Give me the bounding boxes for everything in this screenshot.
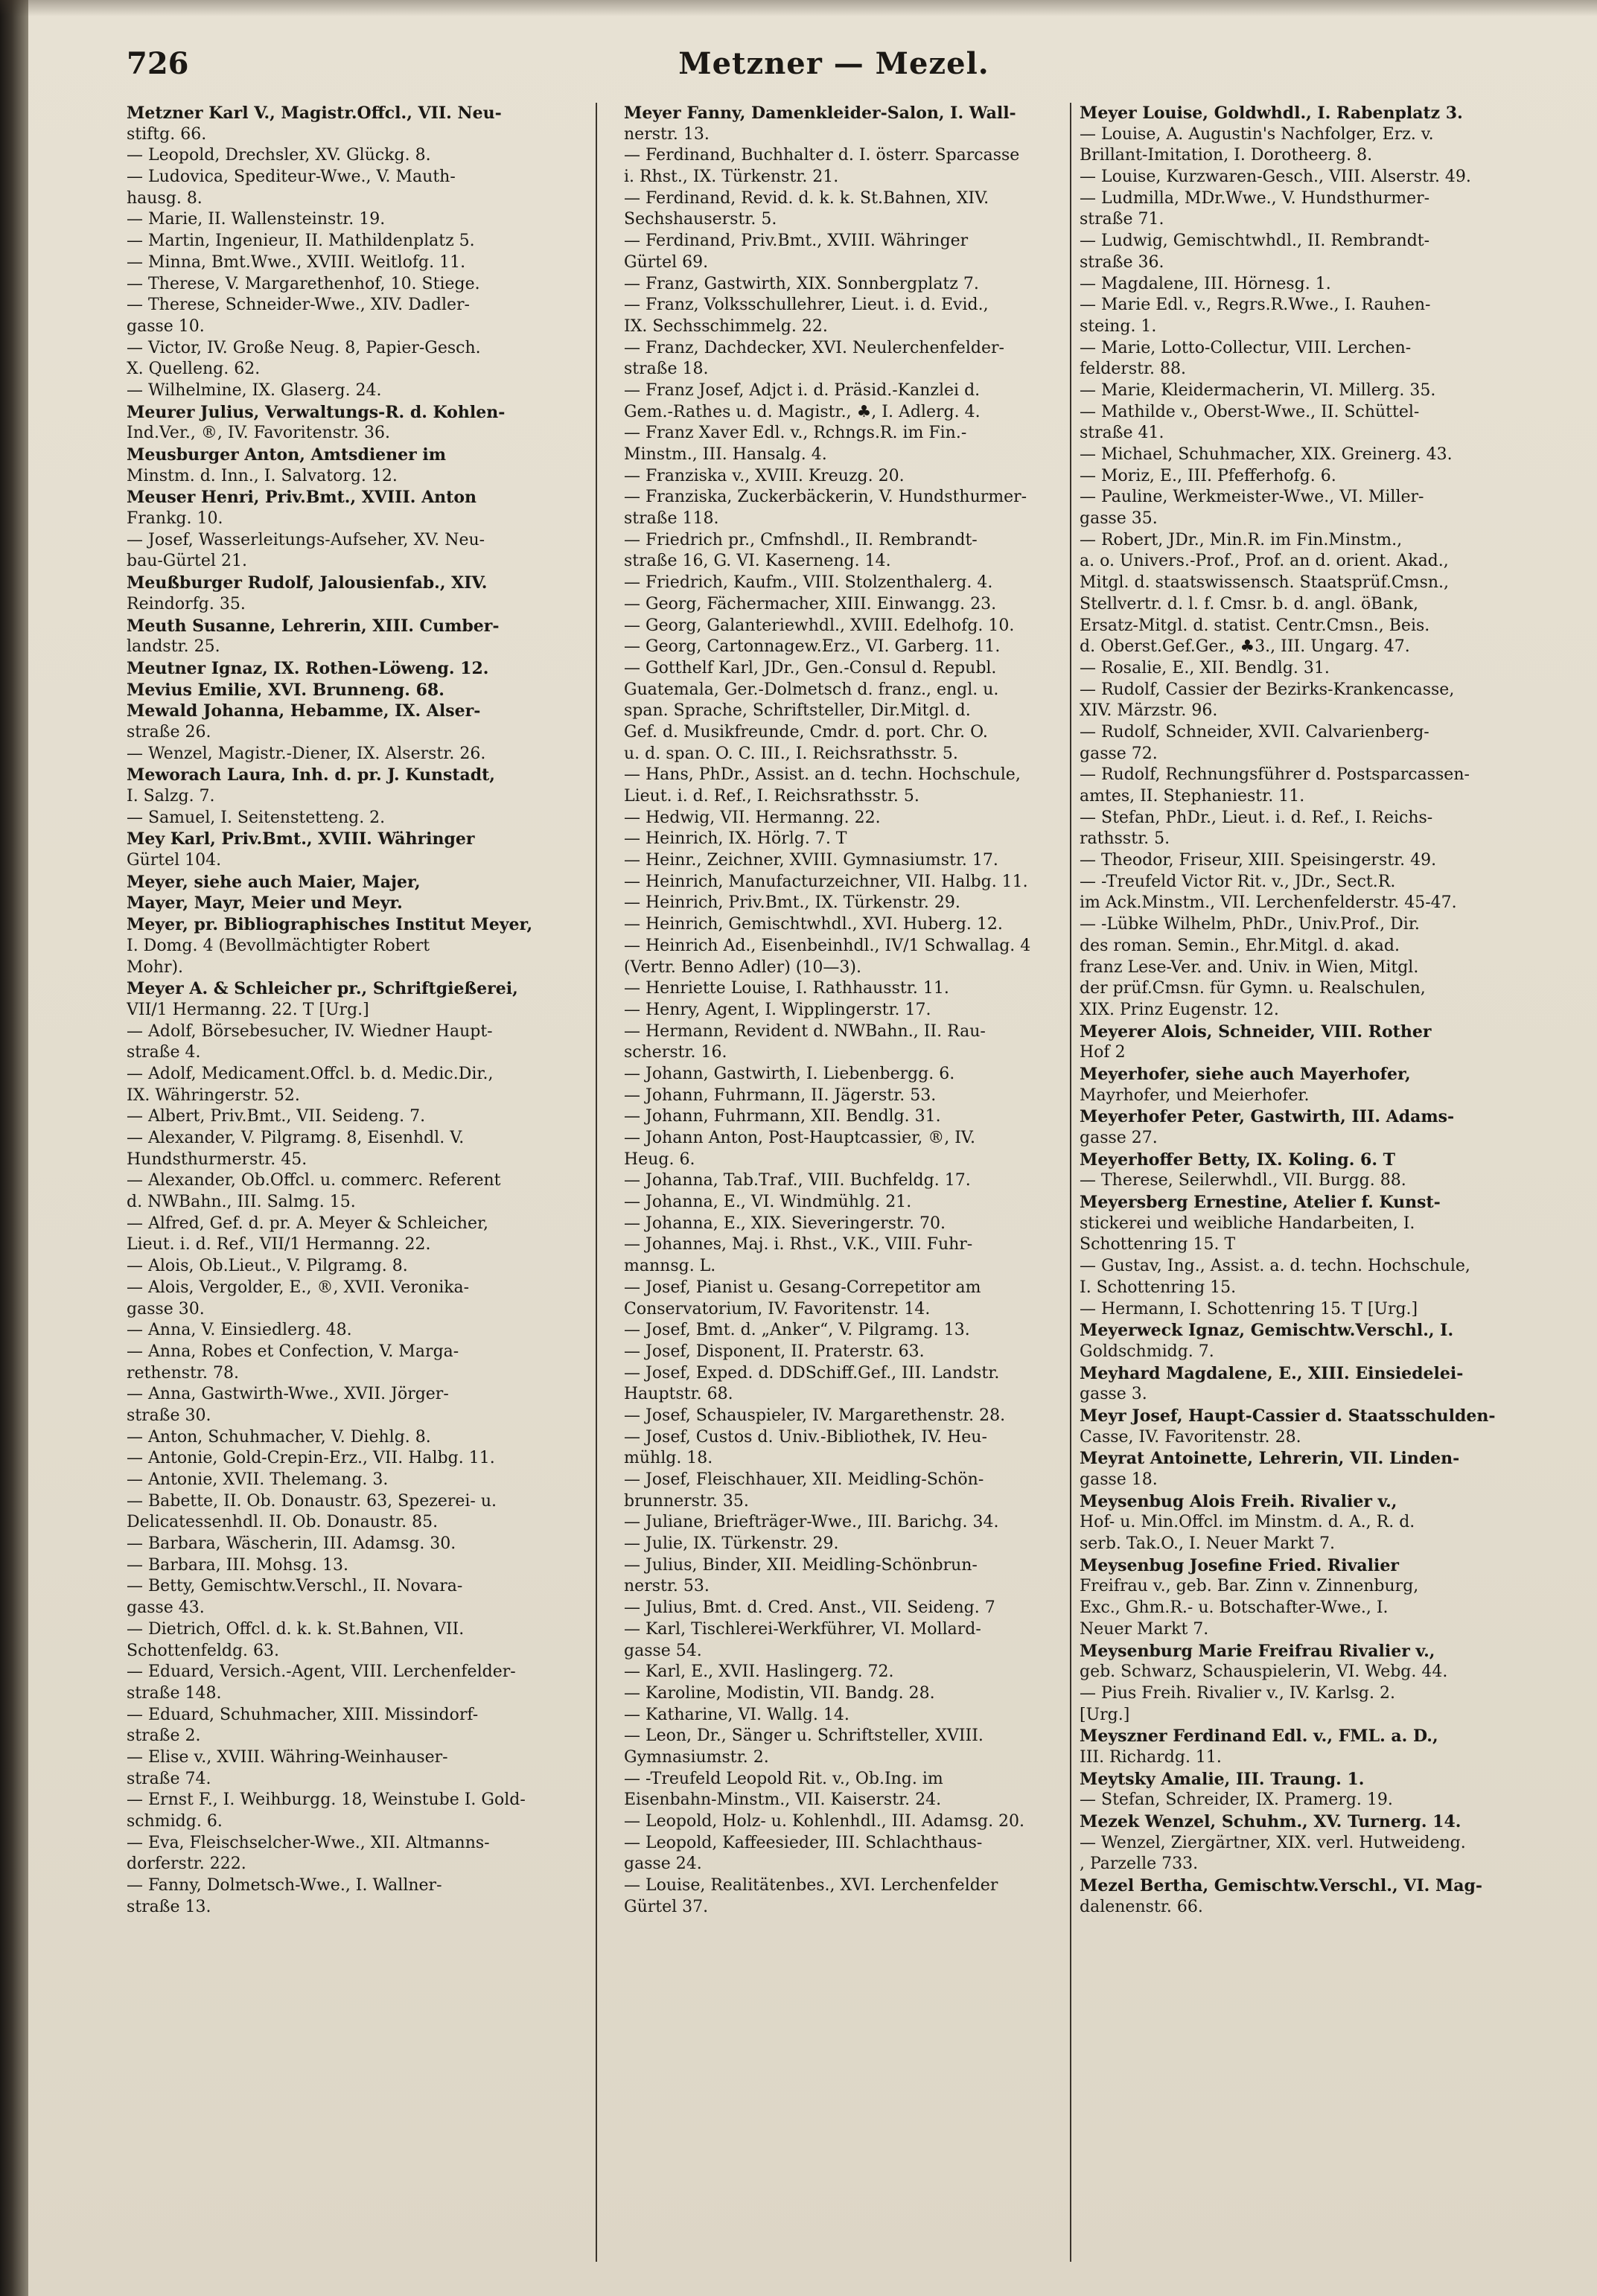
- entry-line: — Johannes, Maj. i. Rhst., V.K., VIII. Fuhr-: [624, 1235, 973, 1254]
- entry-line: — Martin, Ingenieur, II. Mathildenplatz 5.: [127, 232, 475, 251]
- entry-line: — Rosalie, E., XII. Bendlg. 31.: [1080, 658, 1330, 677]
- entry-heading-line: Mezek Wenzel, Schuhm., XV. Turnerg. 14.: [1080, 1812, 1461, 1831]
- entry-line: straße 16, G. VI. Kaserneng. 14.: [624, 552, 891, 571]
- column-right: [1080, 103, 1549, 2269]
- entry-line: scherstr. 16.: [624, 1043, 727, 1062]
- entry-line: — Hermann, Revident d. NWBahn., II. Rau-: [624, 1021, 986, 1041]
- entry-line: Gürtel 37.: [624, 1897, 709, 1916]
- entry-line: — -Treufeld Victor Rit. v., JDr., Sect.R.: [1080, 872, 1396, 891]
- entry-heading-line: Meusburger Anton, Amtsdiener im: [127, 445, 447, 465]
- entry-line: — Hans, PhDr., Assist. an d. techn. Hochschule,: [624, 765, 1021, 785]
- entry-line: — Pius Freih. Rivalier v., IV. Karlsg. 2.: [1080, 1683, 1395, 1703]
- entry-line: XIX. Prinz Eugenstr. 12.: [1080, 1000, 1279, 1019]
- entry-line: Schottenfeldg. 63.: [127, 1641, 280, 1660]
- entry-line: — Mathilde v., Oberst-Wwe., II. Schüttel-: [1080, 402, 1420, 421]
- entry-line: — Franz, Volksschullehrer, Lieut. i. d. Evid.,: [624, 296, 989, 315]
- entry-heading-line: Meysenbug Alois Freih. Rivalier v.,: [1080, 1491, 1397, 1511]
- entry-line: — Josef, Custos d. Univ.-Bibliothek, IV. Heu-: [624, 1427, 987, 1447]
- entry-line: hausg. 8.: [127, 188, 203, 208]
- entry-line: Lieut. i. d. Ref., I. Reichsrathsstr. 5.: [624, 787, 919, 806]
- entry-heading-line: Meyerweck Ignaz, Gemischtw.Verschl., I.: [1080, 1321, 1454, 1341]
- entry-heading-line: Meworach Laura, Inh. d. pr. J. Kunstadt,: [127, 765, 495, 785]
- entry-line: mühlg. 18.: [624, 1449, 713, 1468]
- entry-line: Freifrau v., geb. Bar. Zinn v. Zinnenburg,: [1080, 1577, 1419, 1596]
- entry-line: — Anton, Schuhmacher, V. Diehlg. 8.: [127, 1427, 431, 1447]
- entry-line: — Marie, II. Wallensteinstr. 19.: [127, 210, 386, 229]
- entry-line: — Louise, A. Augustin's Nachfolger, Erz. v.: [1080, 124, 1434, 144]
- entry-line: — Adolf, Medicament.Offcl. b. d. Medic.Dir.,: [127, 1064, 494, 1083]
- entry-line: VII/1 Hermanng. 22. T [Urg.]: [127, 1000, 369, 1019]
- entry-line: schmidg. 6.: [127, 1812, 223, 1831]
- entry-line: — Anna, Gastwirth-Wwe., XVII. Jörger-: [127, 1385, 449, 1404]
- entry-line: — Anna, V. Einsiedlerg. 48.: [127, 1321, 352, 1340]
- entry-heading-line: Meyr Josef, Haupt-Cassier d. Staatsschulden-: [1080, 1406, 1496, 1426]
- entry-line: landstr. 25.: [127, 637, 220, 657]
- entry-line: — Robert, JDr., Min.R. im Fin.Minstm.,: [1080, 530, 1403, 549]
- entry-line: — Henriette Louise, I. Rathhausstr. 11.: [624, 979, 949, 998]
- entry-line: — Elise v., XVIII. Währing-Weinhauser-: [127, 1747, 448, 1767]
- entry-line: Delicatessenhdl. II. Ob. Donaustr. 85.: [127, 1513, 439, 1532]
- entry-line: gasse 10.: [127, 316, 205, 336]
- entry-line: — Juliane, Briefträger-Wwe., III. Barichg. 34.: [624, 1513, 999, 1532]
- entry-line: — Hedwig, VII. Hermanng. 22.: [624, 808, 881, 827]
- entry-line: X. Quelleng. 62.: [127, 360, 261, 379]
- page-top-shadow: [0, 0, 1597, 16]
- entry-line: — Michael, Schuhmacher, XIX. Greinerg. 43.: [1080, 445, 1453, 464]
- entry-line: Reindorfg. 35.: [127, 594, 246, 613]
- entry-line: — Barbara, III. Mohsg. 13.: [127, 1555, 348, 1575]
- entry-line: gasse 30.: [127, 1299, 205, 1318]
- entry-line: — Franziska, Zuckerbäckerin, V. Hundsthurmer-: [624, 488, 1027, 507]
- entry-line: — Josef, Pianist u. Gesang-Correpetitor am: [624, 1278, 981, 1297]
- entry-line: — Samuel, I. Seitenstetteng. 2.: [127, 808, 386, 827]
- entry-heading-line: Meyerhoffer Betty, IX. Koling. 6. T: [1080, 1149, 1396, 1170]
- entry-heading-line: Meuser Henri, Priv.Bmt., XVIII. Anton: [127, 488, 476, 508]
- entry-line: straße 4.: [127, 1043, 201, 1062]
- entry-line: — Johann Anton, Post-Hauptcassier, ®, IV.: [624, 1129, 975, 1147]
- entry-line: — Ludwig, Gemischtwhdl., II. Rembrandt-: [1080, 232, 1430, 251]
- entry-line: straße 13.: [127, 1897, 211, 1916]
- entry-line: — Stefan, PhDr., Lieut. i. d. Ref., I. Reichs-: [1080, 808, 1433, 827]
- entry-line: straße 2.: [127, 1726, 201, 1746]
- entry-line: Hundsthurmerstr. 45.: [127, 1149, 307, 1169]
- entry-line: — Leon, Dr., Sänger u. Schriftsteller, XVIII.: [624, 1726, 984, 1746]
- page-header: [127, 46, 1541, 91]
- entry-line: dalenenstr. 66.: [1080, 1897, 1203, 1916]
- entry-line: rethenstr. 78.: [127, 1363, 239, 1383]
- entry-line: — Alfred, Gef. d. pr. A. Meyer & Schleicher,: [127, 1214, 489, 1233]
- entry-line: — Antonie, XVII. Thelemang. 3.: [127, 1470, 389, 1489]
- entry-line: gasse 27.: [1080, 1129, 1158, 1147]
- entry-line: — Josef, Bmt. d. „Anker“, V. Pilgramg. 13.: [624, 1321, 970, 1340]
- entry-line: — Stefan, Schreider, IX. Pramerg. 19.: [1080, 1790, 1393, 1810]
- entry-line: — Louise, Realitätenbes., XVI. Lerchenfelder: [624, 1876, 998, 1895]
- entry-line: straße 26.: [127, 722, 211, 742]
- entry-heading-line: Mezel Bertha, Gemischtw.Verschl., VI. Mag-: [1080, 1876, 1483, 1896]
- entry-line: — Marie Edl. v., Regrs.R.Wwe., I. Rauhen-: [1080, 296, 1431, 315]
- entry-line: — Therese, Schneider-Wwe., XIV. Dadler-: [127, 296, 470, 315]
- entry-line: Heug. 6.: [624, 1149, 695, 1169]
- entry-line: im Ack.Minstm., VII. Lerchenfelderstr. 45-47.: [1080, 893, 1457, 913]
- entry-line: — Moriz, E., III. Pfefferhofg. 6.: [1080, 466, 1336, 485]
- entry-heading-line: Meuth Susanne, Lehrerin, XIII. Cumber-: [127, 616, 500, 636]
- entry-line: Ersatz-Mitgl. d. statist. Centr.Cmsn., Beis.: [1080, 616, 1430, 635]
- entry-heading-line: Meyerhofer Peter, Gastwirth, III. Adams-: [1080, 1107, 1455, 1127]
- entry-line: — Julie, IX. Türkenstr. 29.: [624, 1534, 839, 1554]
- entry-heading-line: Meutner Ignaz, IX. Rothen-Löweng. 12.: [127, 658, 489, 678]
- entry-heading-line: Meurer Julius, Verwaltungs-R. d. Kohlen-: [127, 402, 506, 422]
- entry-line: Conservatorium, IV. Favoritenstr. 14.: [624, 1299, 931, 1318]
- entry-line: — Ferdinand, Revid. d. k. k. St.Bahnen, XIV.: [624, 188, 989, 208]
- entry-line: Neuer Markt 7.: [1080, 1619, 1209, 1639]
- entry-line: — Leopold, Kaffeesieder, III. Schlachthaus-: [624, 1833, 983, 1852]
- page-number: 726: [127, 46, 189, 81]
- entry-line: straße 18.: [624, 360, 709, 379]
- entry-line: straße 118.: [624, 509, 719, 529]
- entry-line: — Wenzel, Ziergärtner, XIX. verl. Hutweideng.: [1080, 1833, 1466, 1852]
- column-divider: [596, 103, 597, 2262]
- entry-line: — Victor, IV. Große Neug. 8, Papier-Gesch.: [127, 338, 481, 357]
- entry-line: gasse 72.: [1080, 744, 1158, 763]
- entry-line: Mayrhofer, und Meierhofer.: [1080, 1085, 1310, 1105]
- entry-heading-line: Metzner Karl V., Magistr.Offcl., VII. Neu-: [127, 103, 502, 123]
- entry-heading-line: Meyrat Antoinette, Lehrerin, VII. Linden-: [1080, 1449, 1460, 1469]
- entry-line: franz Lese-Ver. and. Univ. in Wien, Mitgl.: [1080, 957, 1419, 977]
- entry-line: — -Treufeld Leopold Rit. v., Ob.Ing. im: [624, 1769, 943, 1788]
- entry-line: — Julius, Binder, XII. Meidling-Schönbrun-: [624, 1555, 978, 1575]
- entry-line: — Ludmilla, MDr.Wwe., V. Hundsthurmer-: [1080, 188, 1430, 208]
- entry-line: — Heinrich, Manufacturzeichner, VII. Halbg. 11.: [624, 872, 1028, 891]
- entry-line: — Betty, Gemischtw.Verschl., II. Novara-: [127, 1577, 463, 1596]
- entry-line: straße 36.: [1080, 252, 1164, 272]
- entry-line: — Franz Xaver Edl. v., Rchngs.R. im Fin.-: [624, 424, 967, 443]
- entry-line: Guatemala, Ger.-Dolmetsch d. franz., engl. u.: [624, 680, 999, 699]
- entry-line: — Heinr., Zeichner, XVIII. Gymnasiumstr. 17.: [624, 851, 998, 870]
- entry-line: straße 148.: [127, 1683, 222, 1703]
- entry-line: gasse 54.: [624, 1641, 702, 1660]
- entry-line: — Theodor, Friseur, XIII. Speisingerstr. 49.: [1080, 851, 1437, 870]
- entry-line: — Julius, Bmt. d. Cred. Anst., VII. Seideng. 7: [624, 1598, 995, 1618]
- entry-heading-line: Meysenbug Josefine Fried. Rivalier: [1080, 1555, 1399, 1575]
- entry-line: — Leopold, Holz- u. Kohlenhdl., III. Adamsg. 20.: [624, 1812, 1025, 1831]
- entry-line: XIV. Märzstr. 96.: [1080, 701, 1218, 721]
- entry-line: (Vertr. Benno Adler) (10—3).: [624, 957, 861, 977]
- entry-line: felderstr. 88.: [1080, 360, 1187, 379]
- entry-line: — Josef, Schauspieler, IV. Margarethenstr. 28.: [624, 1406, 1006, 1425]
- entry-line: Schottenring 15. T: [1080, 1235, 1236, 1254]
- entry-line: — Henry, Agent, I. Wipplingerstr. 17.: [624, 1000, 931, 1019]
- entry-line: nerstr. 53.: [624, 1577, 710, 1596]
- entry-heading-line: Mewald Johanna, Hebamme, IX. Alser-: [127, 701, 481, 721]
- entry-line: — Babette, II. Ob. Donaustr. 63, Spezerei- u.: [127, 1491, 497, 1511]
- entry-line: — Alois, Vergolder, E., ®, XVII. Veronika-: [127, 1278, 470, 1297]
- entry-heading-line: Mey Karl, Priv.Bmt., XVIII. Währinger: [127, 829, 475, 849]
- entry-line: — Alexander, Ob.Offcl. u. commerc. Referent: [127, 1171, 501, 1190]
- entry-line: — Josef, Exped. d. DDSchiff.Gef., III. Landstr.: [624, 1363, 1000, 1383]
- entry-line: — Gotthelf Karl, JDr., Gen.-Consul d. Republ.: [624, 658, 997, 677]
- entry-line: — Josef, Fleischhauer, XII. Meidling-Schön-: [624, 1470, 984, 1489]
- entry-line: IX. Sechsschimmelg. 22.: [624, 316, 828, 336]
- entry-line: steing. 1.: [1080, 316, 1157, 336]
- entry-line: — Marie, Lotto-Collectur, VIII. Lerchen-: [1080, 338, 1412, 357]
- entry-line: straße 71.: [1080, 210, 1164, 229]
- entry-line: — Friedrich, Kaufm., VIII. Stolzenthalerg. 4.: [624, 573, 993, 593]
- entry-line: — Johanna, E., XIX. Sieveringerstr. 70.: [624, 1214, 946, 1233]
- entry-line: — Heinrich, Priv.Bmt., IX. Türkenstr. 29.: [624, 893, 960, 913]
- entry-line: — Wenzel, Magistr.-Diener, IX. Alserstr. 26.: [127, 744, 486, 763]
- entry-heading-line: Meyer Louise, Goldwhdl., I. Rabenplatz 3.: [1080, 103, 1463, 123]
- entry-line: gasse 43.: [127, 1598, 205, 1618]
- entry-line: — Franziska v., XVIII. Kreuzg. 20.: [624, 466, 905, 485]
- entry-line: Gürtel 104.: [127, 851, 222, 870]
- entry-heading-line: Meytsky Amalie, III. Traung. 1.: [1080, 1769, 1365, 1789]
- entry-heading-line: Meyerhofer, siehe auch Mayerhofer,: [1080, 1064, 1411, 1084]
- entry-line: der prüf.Cmsn. für Gymn. u. Realschulen,: [1080, 979, 1426, 998]
- entry-line: straße 74.: [127, 1769, 211, 1788]
- entry-heading-line: Meysenburg Marie Freifrau Rivalier v.,: [1080, 1641, 1435, 1661]
- entry-line: — Franz, Gastwirth, XIX. Sonnbergplatz 7.: [624, 274, 979, 293]
- entry-line: — Johann, Gastwirth, I. Liebenbergg. 6.: [624, 1064, 955, 1083]
- entry-line: nerstr. 13.: [624, 124, 710, 144]
- entry-line: — Heinrich, IX. Hörlg. 7. T: [624, 829, 847, 849]
- entry-line: — Wilhelmine, IX. Glaserg. 24.: [127, 380, 382, 400]
- entry-line: Hof- u. Min.Offcl. im Minstm. d. A., R. d.: [1080, 1513, 1415, 1532]
- entry-line: — Eduard, Versich.-Agent, VIII. Lerchenfelder-: [127, 1662, 516, 1682]
- entry-line: Goldschmidg. 7.: [1080, 1342, 1214, 1361]
- entry-line: — Leopold, Drechsler, XV. Glückg. 8.: [127, 146, 431, 165]
- entry-line: — Ernst F., I. Weihburgg. 18, Weinstube I. Gold-: [127, 1790, 526, 1810]
- entry-line: i. Rhst., IX. Türkenstr. 21.: [624, 168, 839, 187]
- entry-line: — Rudolf, Schneider, XVII. Calvarienberg-: [1080, 722, 1429, 742]
- entry-line: gasse 3.: [1080, 1385, 1147, 1404]
- entry-line: Sechshauserstr. 5.: [624, 210, 777, 229]
- book-gutter-edge: [0, 0, 28, 2296]
- entry-line: d. Oberst.Gef.Ger., ♣3., III. Ungarg. 47.: [1080, 637, 1410, 657]
- entry-line: amtes, II. Stephaniestr. 11.: [1080, 787, 1305, 806]
- entry-heading-line: Mevius Emilie, XVI. Brunneng. 68.: [127, 680, 444, 700]
- entry-heading-line: Mayer, Mayr, Meier und Meyr.: [127, 893, 403, 913]
- column-left: [127, 103, 585, 2269]
- entry-line: stickerei und weibliche Handarbeiten, I.: [1080, 1214, 1415, 1233]
- entry-line: Hof 2: [1080, 1043, 1126, 1062]
- entry-line: — Ludovica, Spediteur-Wwe., V. Mauth-: [127, 168, 456, 187]
- entry-line: — Gustav, Ing., Assist. a. d. techn. Hochschule,: [1080, 1257, 1470, 1276]
- entry-line: — Heinrich, Gemischtwhdl., XVI. Huberg. 12.: [624, 915, 1003, 934]
- entry-line: — Albert, Priv.Bmt., VII. Seideng. 7.: [127, 1107, 426, 1126]
- entry-line: Gef. d. Musikfreunde, Cmdr. d. port. Chr. O.: [624, 722, 988, 742]
- entry-line: — Magdalene, III. Hörnesg. 1.: [1080, 274, 1331, 293]
- entry-line: span. Sprache, Schriftsteller, Dir.Mitgl. d.: [624, 701, 971, 721]
- entry-heading-line: Meyhard Magdalene, E., XIII. Einsiedelei-: [1080, 1363, 1464, 1383]
- running-head: Metzner — Mezel.: [678, 46, 989, 81]
- entry-line: — Georg, Fächermacher, XIII. Einwangg. 23.: [624, 594, 997, 613]
- entry-line: serb. Tak.O., I. Neuer Markt 7.: [1080, 1534, 1335, 1554]
- entry-line: — Johanna, E., VI. Windmühlg. 21.: [624, 1193, 912, 1212]
- entry-line: Frankg. 10.: [127, 509, 223, 529]
- entry-line: I. Domg. 4 (Bevollmächtigter Robert: [127, 936, 430, 955]
- entry-line: — Friedrich pr., Cmfnshdl., II. Rembrandt-: [624, 530, 978, 549]
- entry-line: — Pauline, Werkmeister-Wwe., VI. Miller-: [1080, 488, 1424, 507]
- entry-line: Minstm. d. Inn., I. Salvatorg. 12.: [127, 466, 398, 485]
- entry-line: — Eva, Fleischselcher-Wwe., XII. Altmanns-: [127, 1833, 490, 1852]
- entry-line: — Antonie, Gold-Crepin-Erz., VII. Halbg. 11.: [127, 1449, 495, 1468]
- entry-line: des roman. Semin., Ehr.Mitgl. d. akad.: [1080, 936, 1400, 955]
- entry-line: — Alexander, V. Pilgramg. 8, Eisenhdl. V.: [127, 1129, 465, 1147]
- entry-line: Minstm., III. Hansalg. 4.: [624, 445, 827, 464]
- entry-line: — Adolf, Börsebesucher, IV. Wiedner Haupt-: [127, 1021, 493, 1041]
- entry-line: — Therese, V. Margarethenhof, 10. Stiege.: [127, 274, 480, 293]
- entry-line: — Franz, Dachdecker, XVI. Neulerchenfelder-: [624, 338, 1004, 357]
- entry-line: gasse 18.: [1080, 1470, 1158, 1489]
- entry-heading-line: Meußburger Rudolf, Jalousienfab., XIV.: [127, 573, 488, 593]
- entry-line: III. Richardg. 11.: [1080, 1747, 1222, 1767]
- entry-line: Gürtel 69.: [624, 252, 709, 272]
- entry-line: — Katharine, VI. Wallg. 14.: [624, 1705, 849, 1724]
- entry-line: — Louise, Kurzwaren-Gesch., VIII. Alserstr. 49.: [1080, 168, 1471, 187]
- entry-heading-line: Meyszner Ferdinand Edl. v., FML. a. D.,: [1080, 1726, 1438, 1747]
- entry-heading-line: Meyerer Alois, Schneider, VIII. Rother: [1080, 1021, 1432, 1042]
- entry-line: Gem.-Rathes u. d. Magistr., ♣, I. Adlerg. 4.: [624, 402, 981, 421]
- entry-line: — -Lübke Wilhelm, PhDr., Univ.Prof., Dir.: [1080, 915, 1420, 934]
- entry-line: Lieut. i. d. Ref., VII/1 Hermanng. 22.: [127, 1235, 431, 1254]
- entry-line: — Josef, Disponent, II. Praterstr. 63.: [624, 1342, 925, 1361]
- column-middle: [624, 103, 1083, 2269]
- entry-line: — Marie, Kleidermacherin, VI. Millerg. 35.: [1080, 380, 1436, 400]
- entry-heading-line: Meyer Fanny, Damenkleider-Salon, I. Wall-: [624, 103, 1016, 123]
- entry-line: — Eduard, Schuhmacher, XIII. Missindorf-: [127, 1705, 479, 1724]
- entry-line: gasse 35.: [1080, 509, 1158, 529]
- entry-line: , Parzelle 733.: [1080, 1855, 1199, 1874]
- entry-line: Eisenbahn-Minstm., VII. Kaiserstr. 24.: [624, 1790, 942, 1810]
- entry-heading-line: Meyersberg Ernestine, Atelier f. Kunst-: [1080, 1193, 1441, 1213]
- entry-line: — Ferdinand, Priv.Bmt., XVIII. Währinger: [624, 232, 969, 251]
- entry-line: bau-Gürtel 21.: [127, 552, 247, 571]
- entry-line: Mohr).: [127, 957, 184, 977]
- entry-line: — Karoline, Modistin, VII. Bandg. 28.: [624, 1683, 935, 1703]
- entry-line: a. o. Univers.-Prof., Prof. an d. orient. Akad.,: [1080, 552, 1449, 571]
- entry-line: straße 41.: [1080, 424, 1164, 443]
- entry-line: d. NWBahn., III. Salmg. 15.: [127, 1193, 356, 1212]
- entry-heading-line: Meyer, siehe auch Maier, Majer,: [127, 872, 421, 892]
- entry-line: brunnerstr. 35.: [624, 1491, 749, 1511]
- entry-line: — Fanny, Dolmetsch-Wwe., I. Wallner-: [127, 1876, 442, 1895]
- entry-line: — Hermann, I. Schottenring 15. T [Urg.]: [1080, 1299, 1418, 1318]
- entry-line: geb. Schwarz, Schauspielerin, VI. Webg. 44.: [1080, 1662, 1448, 1682]
- entry-line: — Minna, Bmt.Wwe., XVIII. Weitlofg. 11.: [127, 252, 466, 272]
- entry-line: — Rudolf, Cassier der Bezirks-Krankencasse,: [1080, 680, 1455, 699]
- entry-line: — Josef, Wasserleitungs-Aufseher, XV. Neu-: [127, 530, 485, 549]
- entry-heading-line: Meyer A. & Schleicher pr., Schriftgießerei,: [127, 979, 518, 999]
- entry-line: — Georg, Galanteriewhdl., XVIII. Edelhofg. 10.: [624, 616, 1015, 635]
- entry-line: — Franz Josef, Adjct i. d. Präsid.-Kanzlei d.: [624, 380, 981, 400]
- entry-line: — Rudolf, Rechnungsführer d. Postsparcassen-: [1080, 765, 1470, 785]
- entry-line: u. d. span. O. C. III., I. Reichsrathsstr. 5.: [624, 744, 958, 763]
- entry-line: — Johanna, Tab.Traf., VIII. Buchfeldg. 17.: [624, 1171, 971, 1190]
- entry-line: rathsstr. 5.: [1080, 829, 1170, 849]
- entry-line: — Georg, Cartonnagew.Erz., VI. Garberg. 11.: [624, 637, 1001, 657]
- entry-line: Exc., Ghm.R.- u. Botschafter-Wwe., I.: [1080, 1598, 1389, 1618]
- entry-line: I. Schottenring 15.: [1080, 1278, 1237, 1297]
- entry-line: dorferstr. 222.: [127, 1855, 246, 1874]
- entry-line: — Karl, Tischlerei-Werkführer, VI. Mollard-: [624, 1619, 981, 1639]
- entry-line: — Anna, Robes et Confection, V. Marga-: [127, 1342, 459, 1361]
- entry-line: — Alois, Ob.Lieut., V. Pilgramg. 8.: [127, 1257, 408, 1276]
- entry-line: — Dietrich, Offcl. d. k. k. St.Bahnen, VII.: [127, 1619, 465, 1639]
- entry-line: — Barbara, Wäscherin, III. Adamsg. 30.: [127, 1534, 456, 1554]
- entry-line: stiftg. 66.: [127, 124, 207, 144]
- entry-line: — Therese, Seilerwhdl., VII. Burgg. 88.: [1080, 1171, 1406, 1190]
- entry-line: — Ferdinand, Buchhalter d. I. österr. Sparcasse: [624, 146, 1020, 165]
- entry-line: Brillant-Imitation, I. Dorotheerg. 8.: [1080, 146, 1373, 165]
- entry-heading-line: Meyer, pr. Bibliographisches Institut Meyer,: [127, 915, 533, 935]
- entry-line: Casse, IV. Favoritenstr. 28.: [1080, 1427, 1301, 1447]
- entry-line: Stellvertr. d. l. f. Cmsr. b. d. angl. öBank,: [1080, 594, 1418, 613]
- entry-line: I. Salzg. 7.: [127, 787, 215, 806]
- entry-line: gasse 24.: [624, 1855, 702, 1874]
- entry-line: Ind.Ver., ®, IV. Favoritenstr. 36.: [127, 424, 390, 443]
- entry-line: — Heinrich Ad., Eisenbeinhdl., IV/1 Schwallag. 4: [624, 936, 1031, 955]
- entry-line: straße 30.: [127, 1406, 211, 1425]
- entry-line: Gymnasiumstr. 2.: [624, 1747, 769, 1767]
- entry-line: Hauptstr. 68.: [624, 1385, 733, 1404]
- entry-line: Mitgl. d. staatswissensch. Staatsprüf.Cmsn.,: [1080, 573, 1450, 593]
- entry-line: mannsg. L.: [624, 1257, 716, 1276]
- entry-line: [Urg.]: [1080, 1705, 1130, 1724]
- entry-line: — Johann, Fuhrmann, II. Jägerstr. 53.: [624, 1085, 937, 1105]
- entry-line: — Karl, E., XVII. Haslingerg. 72.: [624, 1662, 894, 1682]
- entry-line: IX. Währingerstr. 52.: [127, 1085, 300, 1105]
- entry-line: — Johann, Fuhrmann, XII. Bendlg. 31.: [624, 1107, 941, 1126]
